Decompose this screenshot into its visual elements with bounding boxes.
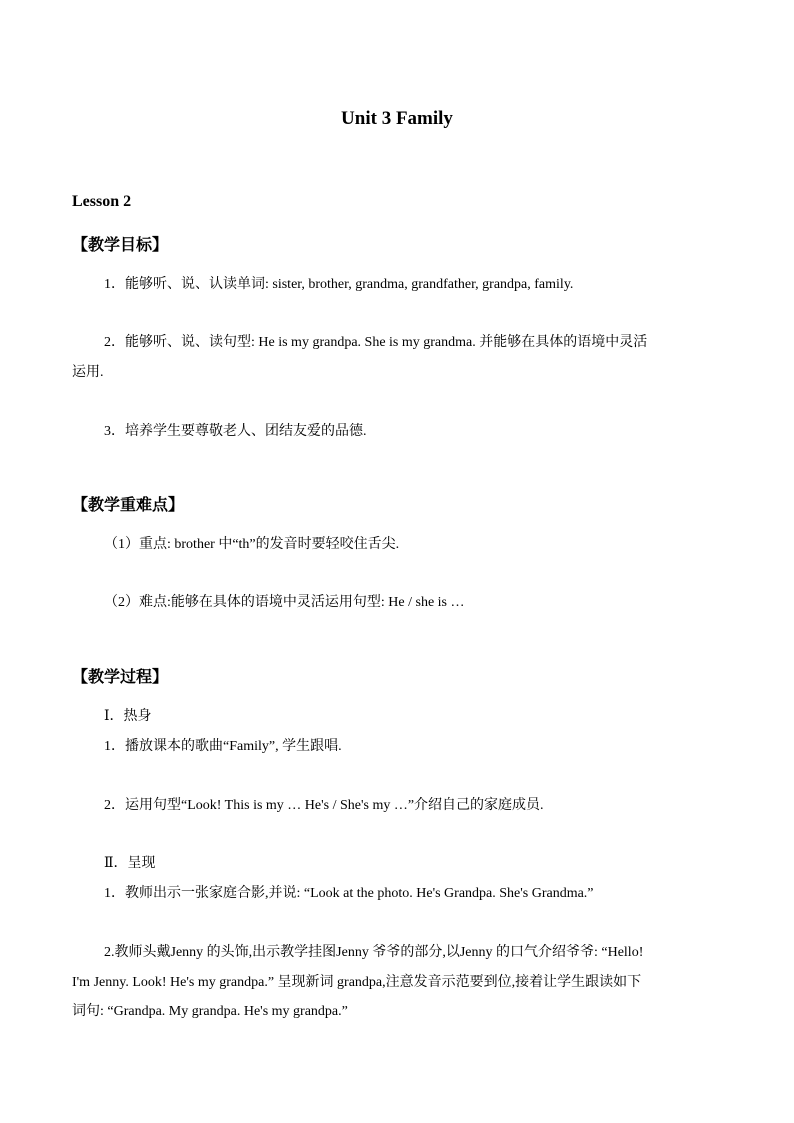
document-title: Unit 3 Family	[341, 108, 453, 129]
lesson-label: Lesson 2	[72, 193, 132, 210]
key-point-item-1: （1）重点: brother 中“th”的发音时要轻咬住舌尖.	[104, 537, 400, 552]
process-section-1-item-2: 2．运用句型“Look! This is my … He's / She's my …”介绍自己的家庭成员.	[104, 798, 544, 813]
key-point-item-2: （2）难点:能够在具体的语境中灵活运用句型: He / she is …	[104, 595, 465, 610]
objective-item-1: 1．能够听、说、认读单词: sister, brother, grandma, grandfather, grandpa, family.	[104, 277, 574, 292]
process-heading: 【教学过程】	[72, 667, 169, 686]
process-section-2-title: Ⅱ．呈现	[104, 856, 156, 871]
objective-item-3: 3．培养学生要尊敬老人、团结友爱的品德.	[104, 424, 367, 439]
process-section-1-title: Ⅰ．热身	[104, 709, 152, 724]
process-section-2-item-2-continued: I'm Jenny. Look! He's my grandpa.” 呈现新词 grandpa,注意发音示范要到位,接着让学生跟读如下	[72, 975, 642, 990]
process-section-2-item-2: 2.教师头戴Jenny 的头饰,出示教学挂图Jenny 爷爷的部分,以Jenny 的口气介绍爷爷: “Hello!	[104, 945, 644, 960]
process-section-2-item-2-continued-2: 词句: “Grandpa. My grandpa. He's my grandpa.”	[72, 1004, 348, 1019]
process-section-1-item-1: 1．播放课本的歌曲“Family”, 学生跟唱.	[104, 739, 342, 754]
objective-item-2-continued: 运用.	[72, 365, 104, 380]
objective-item-2: 2．能够听、说、读句型: He is my grandpa. She is my grandma. 并能够在具体的语境中灵活	[104, 335, 648, 350]
key-points-heading: 【教学重难点】	[72, 495, 185, 514]
objectives-heading: 【教学目标】	[72, 235, 169, 254]
process-section-2-item-1: 1．教师出示一张家庭合影,并说: “Look at the photo. He's Grandpa. She's Grandma.”	[104, 886, 594, 901]
